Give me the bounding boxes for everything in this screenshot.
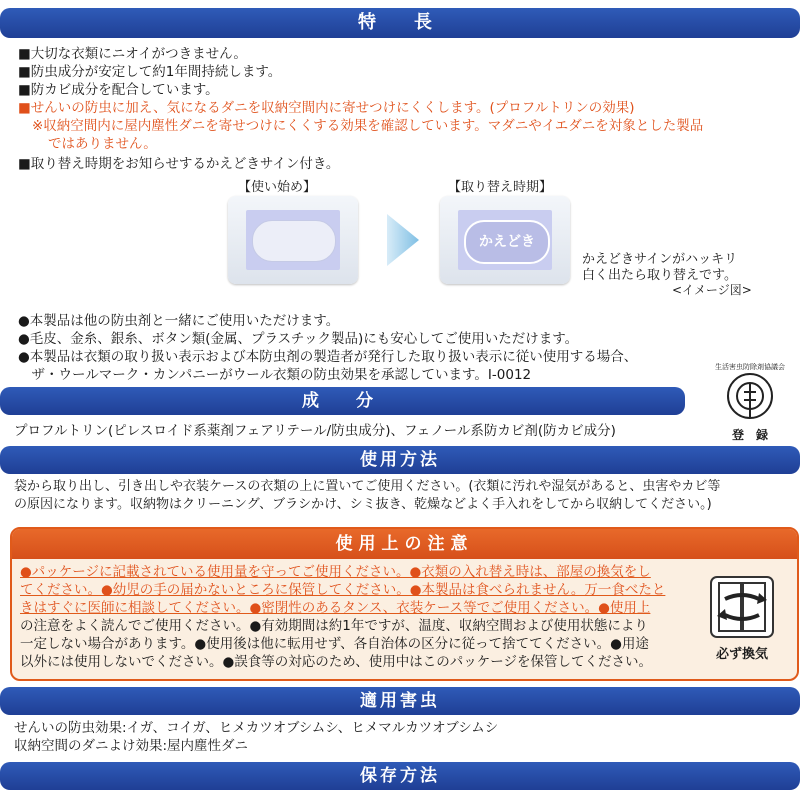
ingredients-text: プロフルトリン(ピレスロイド系薬剤フェアリテール/防虫成分)、フェノール系防カビ剤(防カビ成分) [14, 423, 616, 439]
pests-line-2: 収納空間のダニよけ効果:屋内塵性ダニ [14, 738, 249, 754]
ingredients-header [0, 387, 685, 415]
feature-note-mite-1: ※収納空間内に屋内塵性ダニを寄せつけにくくする効果を確認しています。マダニやイエダニを対象とした製品 [32, 118, 704, 134]
note-2: ●毛皮、金糸、銀糸、ボタン類(金属、プラスチック製品)にも安心してご使用いただけます。 [18, 331, 579, 347]
features-title: 特 長 [358, 12, 442, 33]
caption-1: かえどきサインがハッキリ [582, 252, 738, 267]
storage-header [0, 762, 800, 790]
features-header [0, 8, 800, 38]
pests-line-1: せんいの防虫効果:イガ、コイガ、ヒメカツオブシムシ、ヒメマルカツオブシムシ [14, 720, 499, 736]
ventilation-badge [697, 573, 787, 673]
ventilation-window-icon [697, 573, 787, 641]
storage-title: 保存方法 [360, 766, 440, 786]
caution-header: 使用上の注意 [12, 529, 797, 559]
usage-line-2: の原因になります。収納物はクリーニング、ブラシかけ、シミ抜き、乾燥などよく手入れをしてから収納してください。) [14, 497, 712, 512]
feature-note-mite-2: ではありません。 [48, 136, 157, 152]
usage-header [0, 446, 800, 474]
note-4: ザ・ウールマーク・カンパニーがウール衣類の防虫効果を承認しています。I-0012 [18, 367, 532, 383]
arrow-right-icon [385, 210, 421, 270]
sign-kaedoki [464, 220, 550, 264]
usage-title: 使用方法 [360, 450, 440, 470]
caution-line-6: 以外には使用しないでください。●誤食等の対応のため、使用中はこのパッケージを保管してください。 [20, 654, 652, 670]
caution-line-4: の注意をよく読んでご使用ください。●有効期間は約1年ですが、温度、収納空間および使用状態により [20, 618, 648, 634]
feature-item-2: ■防虫成分が安定して約1年間持続します。 [18, 64, 282, 80]
feature-item-1: ■大切な衣類にニオイがつきません。 [18, 46, 247, 62]
pests-header [0, 687, 800, 715]
caution-line-3: きはすぐに医師に相談してください。●密閉性のあるタンス、衣装ケース等でご使用ください。●使用上 [20, 600, 651, 616]
seal-arc-text: 生活害虫防除剤協議会 [715, 363, 785, 371]
ingredients-title: 成 分 [302, 391, 383, 411]
caption-2: 白く出たら取り替えです。 [582, 268, 737, 283]
note-1: ●本製品は他の防虫剤と一緒にご使用いただけます。 [18, 313, 340, 329]
usage-line-1: 袋から取り出し、引き出しや衣装ケースの衣類の上に置いてご使用ください。(衣類に汚れや湿気があると、虫害やカビ等 [14, 479, 721, 494]
caption-3: <イメージ図> [672, 283, 752, 297]
note-3: ●本製品は衣類の取り扱い表示および本防虫剤の製造者が発行した取り扱い表示に従い使用する場合、 [18, 349, 638, 365]
caution-line-2: てください。●幼児の手の届かないところに保管してください。●本製品は食べられません。万一食べたと [20, 582, 666, 598]
feature-item-3: ■防カビ成分を配合しています。 [18, 82, 219, 98]
feature-item-sign: ■取り替え時期をお知らせするかえどきサイン付き。 [18, 156, 340, 172]
seal-label: 登 録 [731, 428, 768, 442]
ventilation-label: 必ず換気 [715, 647, 768, 662]
caution-line-5: 一定しない場合があります。●使用後は他に転用せず、各自治体の区分に従って捨ててください。●用途 [20, 636, 649, 652]
label-start: 【使い始め】 [238, 180, 317, 195]
caution-box [10, 527, 799, 681]
sign-blank [252, 220, 336, 262]
feature-item-mite: ■せんいの防虫に加え、気になるダニを収納空間内に寄せつけにくくします。(プロフルトリンの効果) [18, 100, 635, 116]
registration-seal [700, 362, 800, 442]
caution-line-1: ●パッケージに記載されている使用量を守ってご使用ください。●衣類の入れ替え時は、部屋の換気をし [20, 564, 651, 580]
sheet-start-illustration [228, 196, 358, 284]
pests-title: 適用害虫 [360, 691, 440, 711]
sign-text: かえどき [479, 234, 535, 250]
sheet-replace-illustration [440, 196, 570, 284]
label-replace: 【取り替え時期】 [448, 180, 553, 195]
